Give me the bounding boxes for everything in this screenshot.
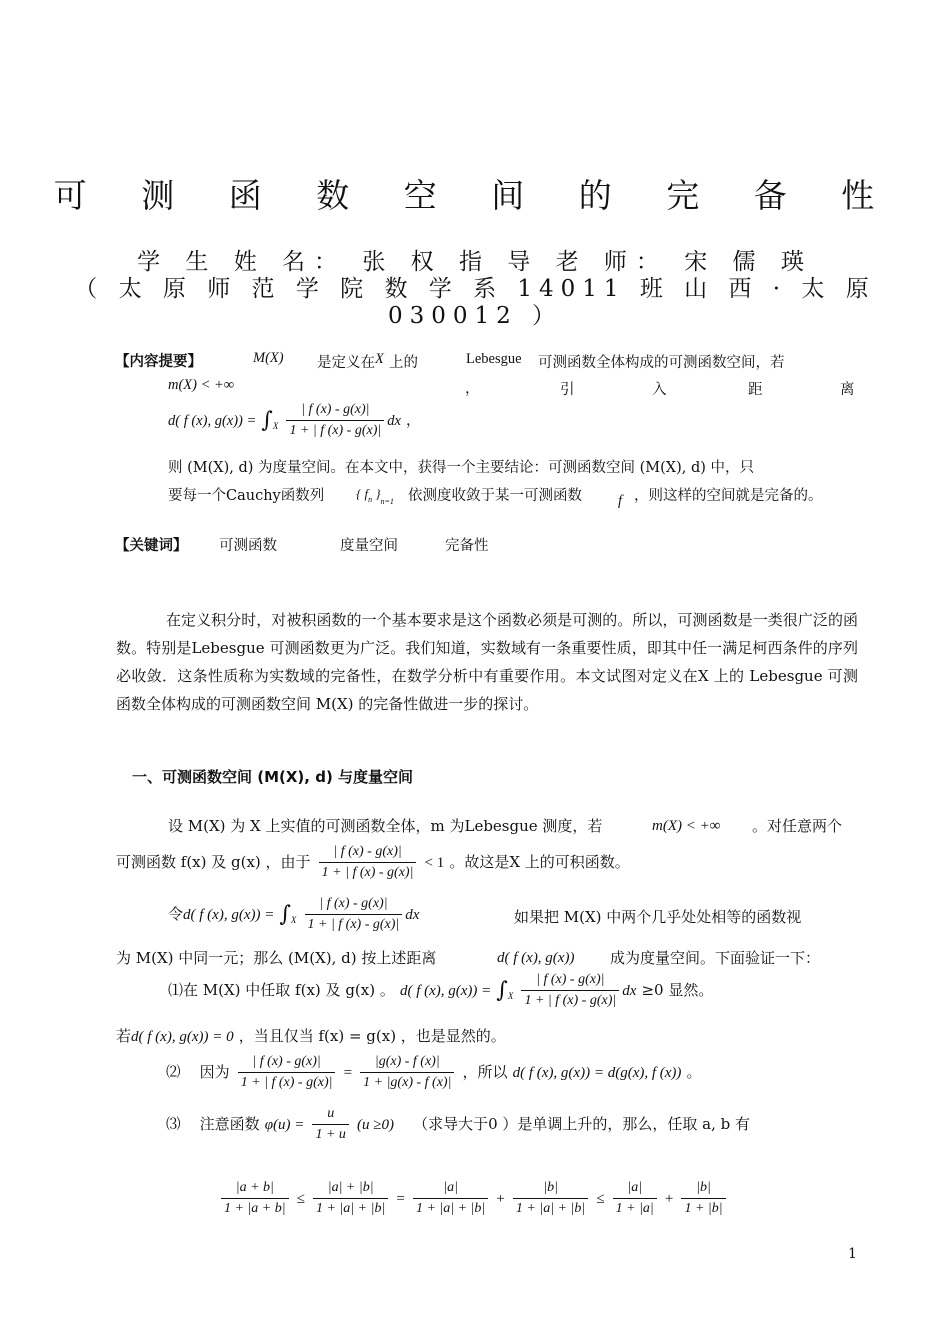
- formula-dx: dx: [387, 413, 401, 429]
- item-1-line: [168, 970, 713, 1011]
- item-1-formula-lhs: d( f (x), g(x)) =: [399, 983, 492, 999]
- item-1c-text: 若: [116, 1027, 132, 1045]
- item-3-fraction: [312, 1104, 348, 1145]
- item-3-condition: (u ≥0): [357, 1117, 394, 1133]
- item-marker: ⑴: [168, 981, 184, 999]
- affiliation-line-2: 030012 ）: [387, 303, 563, 329]
- item-2-fraction-2: [360, 1052, 454, 1093]
- fraction-denominator: 1 + | f (x) - g(x)|: [307, 917, 400, 932]
- p1-text: 设 M(X) 为 X 上实值的可测函数全体，m 为Lebesgue 测度，若: [168, 817, 603, 835]
- item-marker: ⑶: [166, 1117, 181, 1133]
- item-1c-text: ，当且仅当 f(x) = g(x) ，也是显然的。: [238, 1027, 506, 1045]
- fraction-numerator: | f (x) - g(x)|: [319, 842, 417, 863]
- abstract-line-5c: ，则这样的空间就是完备的。: [634, 488, 823, 504]
- fraction-denominator: 1 + |g(x) - f (x)|: [363, 1075, 452, 1090]
- item-3-text: 注意函数: [199, 1115, 260, 1133]
- sequence-symbol: { $f_n$ }$_{n=1}$: [356, 486, 394, 506]
- function-f: f: [618, 493, 623, 509]
- p4-text: 成为度量空间。下面验证一下：: [610, 949, 821, 967]
- formula-lhs: d( f (x), g(x)) =: [168, 413, 257, 429]
- fraction-denominator: 1 + u: [315, 1127, 346, 1142]
- p3-fraction: [305, 894, 403, 935]
- item-2-text: ，所以: [462, 1063, 508, 1081]
- abstract-text: 可测函数全体构成的可测函数空间，若: [538, 355, 785, 371]
- item-1c-formula: d( f (x), g(x)) = 0: [131, 1029, 234, 1045]
- formula-dx: dx: [622, 983, 637, 999]
- p2-bound: < 1: [424, 855, 445, 871]
- item-3-line: [166, 1104, 750, 1145]
- operator: ≤: [296, 1191, 305, 1207]
- ineq-fraction: [221, 1178, 289, 1219]
- ineq-fraction: [681, 1178, 725, 1219]
- abstract-text: 上的: [389, 355, 418, 371]
- item-2-text: 。: [686, 1063, 702, 1081]
- fraction-numerator: |b|: [513, 1178, 588, 1199]
- formula-dx: dx: [405, 907, 420, 923]
- item-2-formula: d( f (x), g(x)) = d(g(x), f (x)): [512, 1065, 682, 1081]
- section-heading: 一、可测函数空间 (M(X), d) 与度量空间: [132, 768, 414, 786]
- formula-numerator: | f (x) - g(x)|: [286, 400, 384, 421]
- inequality-chain: [218, 1178, 729, 1219]
- paper-title: 可 测 函 数 空 间 的 完 备 性: [53, 176, 897, 215]
- fraction-denominator: 1 + |a| + |b|: [515, 1201, 586, 1216]
- p3-line: [168, 894, 419, 935]
- abstract-mx: M(X): [253, 350, 284, 366]
- fraction-denominator: 1 + |b|: [684, 1201, 723, 1216]
- intro-paragraph: 在定义积分时，对被积函数的一个基本要求是这个函数必须是可测的。所以，可测函数是一类很广泛的函数。特别是Lebesgue 可测函数更为广泛。我们知道，实数域有一条重要性质，即其中任一满足柯西条件的序列必收敛．这条性质称为实数域的完备性，在数学分析中有重要作用。本文试图对定义在X 上的 Lebesgue 可测函数全体构成的可测函数空间 M(X) 的完备性做进一步的探讨。: [116, 611, 858, 713]
- operator: +: [496, 1191, 505, 1207]
- keyword: 可测函数: [219, 538, 277, 554]
- item-1-text: 在 M(X) 中任取 f(x) 及 g(x) 。: [183, 981, 395, 999]
- ineq-fraction: [313, 1178, 388, 1219]
- abstract-condition: m(X) < +∞: [168, 377, 235, 393]
- p2-text: 。故这是X 上的可积函数。: [449, 853, 630, 871]
- item-3-text: （求导大于0 ）是单调上升的，那么，任取 a, b 有: [413, 1115, 751, 1133]
- abstract-line-5b: 依测度收敛于某一可测函数: [408, 488, 582, 504]
- item-1-continuation: [116, 1022, 506, 1051]
- integral-domain: X: [290, 915, 297, 925]
- abstract-text: 引: [560, 382, 575, 398]
- formula-denominator: 1 + | f (x) - g(x)|: [289, 423, 382, 438]
- fraction-denominator: 1 + | f (x) - g(x)|: [240, 1075, 333, 1090]
- fraction-numerator: | f (x) - g(x)|: [238, 1052, 336, 1073]
- integral-domain: X: [507, 991, 514, 1001]
- fraction-numerator: |a| + |b|: [313, 1178, 388, 1199]
- p3-formula-lhs: d( f (x), g(x)) =: [183, 907, 275, 923]
- p2-fraction: [319, 842, 417, 883]
- abstract-text: 是定义在: [317, 355, 375, 371]
- operator: ≤: [596, 1191, 605, 1207]
- item-1-fraction: [521, 970, 619, 1011]
- fraction-numerator: u: [312, 1104, 348, 1125]
- abstract-text: 入: [652, 382, 667, 398]
- integral-domain: X: [272, 421, 279, 431]
- fraction-numerator: |a + b|: [221, 1178, 289, 1199]
- item-marker: ⑵: [166, 1065, 181, 1081]
- fraction-denominator: 1 + |a| + |b|: [316, 1201, 386, 1216]
- abstract-text: Lebesgue: [466, 351, 522, 367]
- author-line: 学 生 姓 名： 张 权 指 导 老 师： 宋 儒 瑛: [137, 249, 813, 275]
- p3-text: 如果把 M(X) 中两个几乎处处相等的函数视: [514, 908, 802, 926]
- p1-text: 。对任意两个: [752, 817, 843, 835]
- ineq-fraction: [413, 1178, 488, 1219]
- page-number: 1: [848, 1246, 857, 1262]
- abstract-label: 【内容提要】: [115, 354, 202, 370]
- p3-text: 令: [168, 905, 184, 923]
- fraction-numerator: |a|: [613, 1178, 657, 1199]
- operator: =: [396, 1191, 405, 1207]
- affiliation-line-1: （ 太 原 师 范 学 院 数 学 系 14011 班 山 西 · 太 原: [74, 276, 876, 302]
- keyword: 度量空间: [340, 538, 398, 554]
- fraction-numerator: | f (x) - g(x)|: [305, 894, 403, 915]
- keyword: 完备性: [445, 538, 489, 554]
- item-1-text: ≥0 显然。: [641, 981, 714, 999]
- formula-comma: ，: [406, 413, 421, 429]
- fraction-numerator: | f (x) - g(x)|: [521, 970, 619, 991]
- abstract-text: 距: [748, 382, 763, 398]
- abstract-text: ，: [465, 381, 480, 397]
- fraction-denominator: 1 + | f (x) - g(x)|: [321, 865, 414, 880]
- fraction-numerator: |g(x) - f (x)|: [360, 1052, 454, 1073]
- item-3-phi: φ(u) =: [264, 1117, 305, 1133]
- item-2-fraction-1: [238, 1052, 336, 1093]
- fraction-denominator: 1 + | f (x) - g(x)|: [524, 993, 617, 1008]
- abstract-symbol: X: [375, 351, 384, 367]
- abstract-line-4: 则 (M(X), d) 为度量空间。在本文中，获得一个主要结论：可测函数空间 (M(X), d) 中，只: [168, 460, 755, 476]
- formula-fraction: [286, 400, 384, 441]
- fraction-denominator: 1 + |a| + |b|: [415, 1201, 486, 1216]
- p4-formula: d( f (x), g(x)): [497, 950, 575, 966]
- fraction-numerator: |a|: [413, 1178, 488, 1199]
- p2-text: 可测函数 f(x) 及 g(x) ，由于: [116, 853, 311, 871]
- fraction-denominator: 1 + |a|: [615, 1201, 654, 1216]
- item-2-line: [166, 1052, 702, 1093]
- integral-sign: ∫: [261, 408, 273, 433]
- ineq-fraction: [613, 1178, 657, 1219]
- operator: +: [664, 1191, 674, 1207]
- abstract-line-5a: 要每一个Cauchy函数列: [168, 488, 325, 504]
- p2-line: [116, 842, 630, 883]
- fraction-numerator: |b|: [681, 1178, 725, 1199]
- keywords-label: 【关键词】: [115, 538, 188, 554]
- p4-text: 为 M(X) 中同一元；那么 (M(X), d) 按上述距离: [116, 949, 437, 967]
- equals-sign: =: [343, 1065, 353, 1081]
- p1-condition: m(X) < +∞: [652, 818, 721, 834]
- item-2-text: 因为: [199, 1063, 230, 1081]
- abstract-text: 离: [840, 382, 855, 398]
- integral-sign: ∫: [279, 902, 291, 927]
- ineq-fraction: [513, 1178, 588, 1219]
- fraction-denominator: 1 + |a + b|: [224, 1201, 286, 1216]
- distance-formula: [168, 400, 421, 441]
- integral-sign: ∫: [496, 978, 508, 1003]
